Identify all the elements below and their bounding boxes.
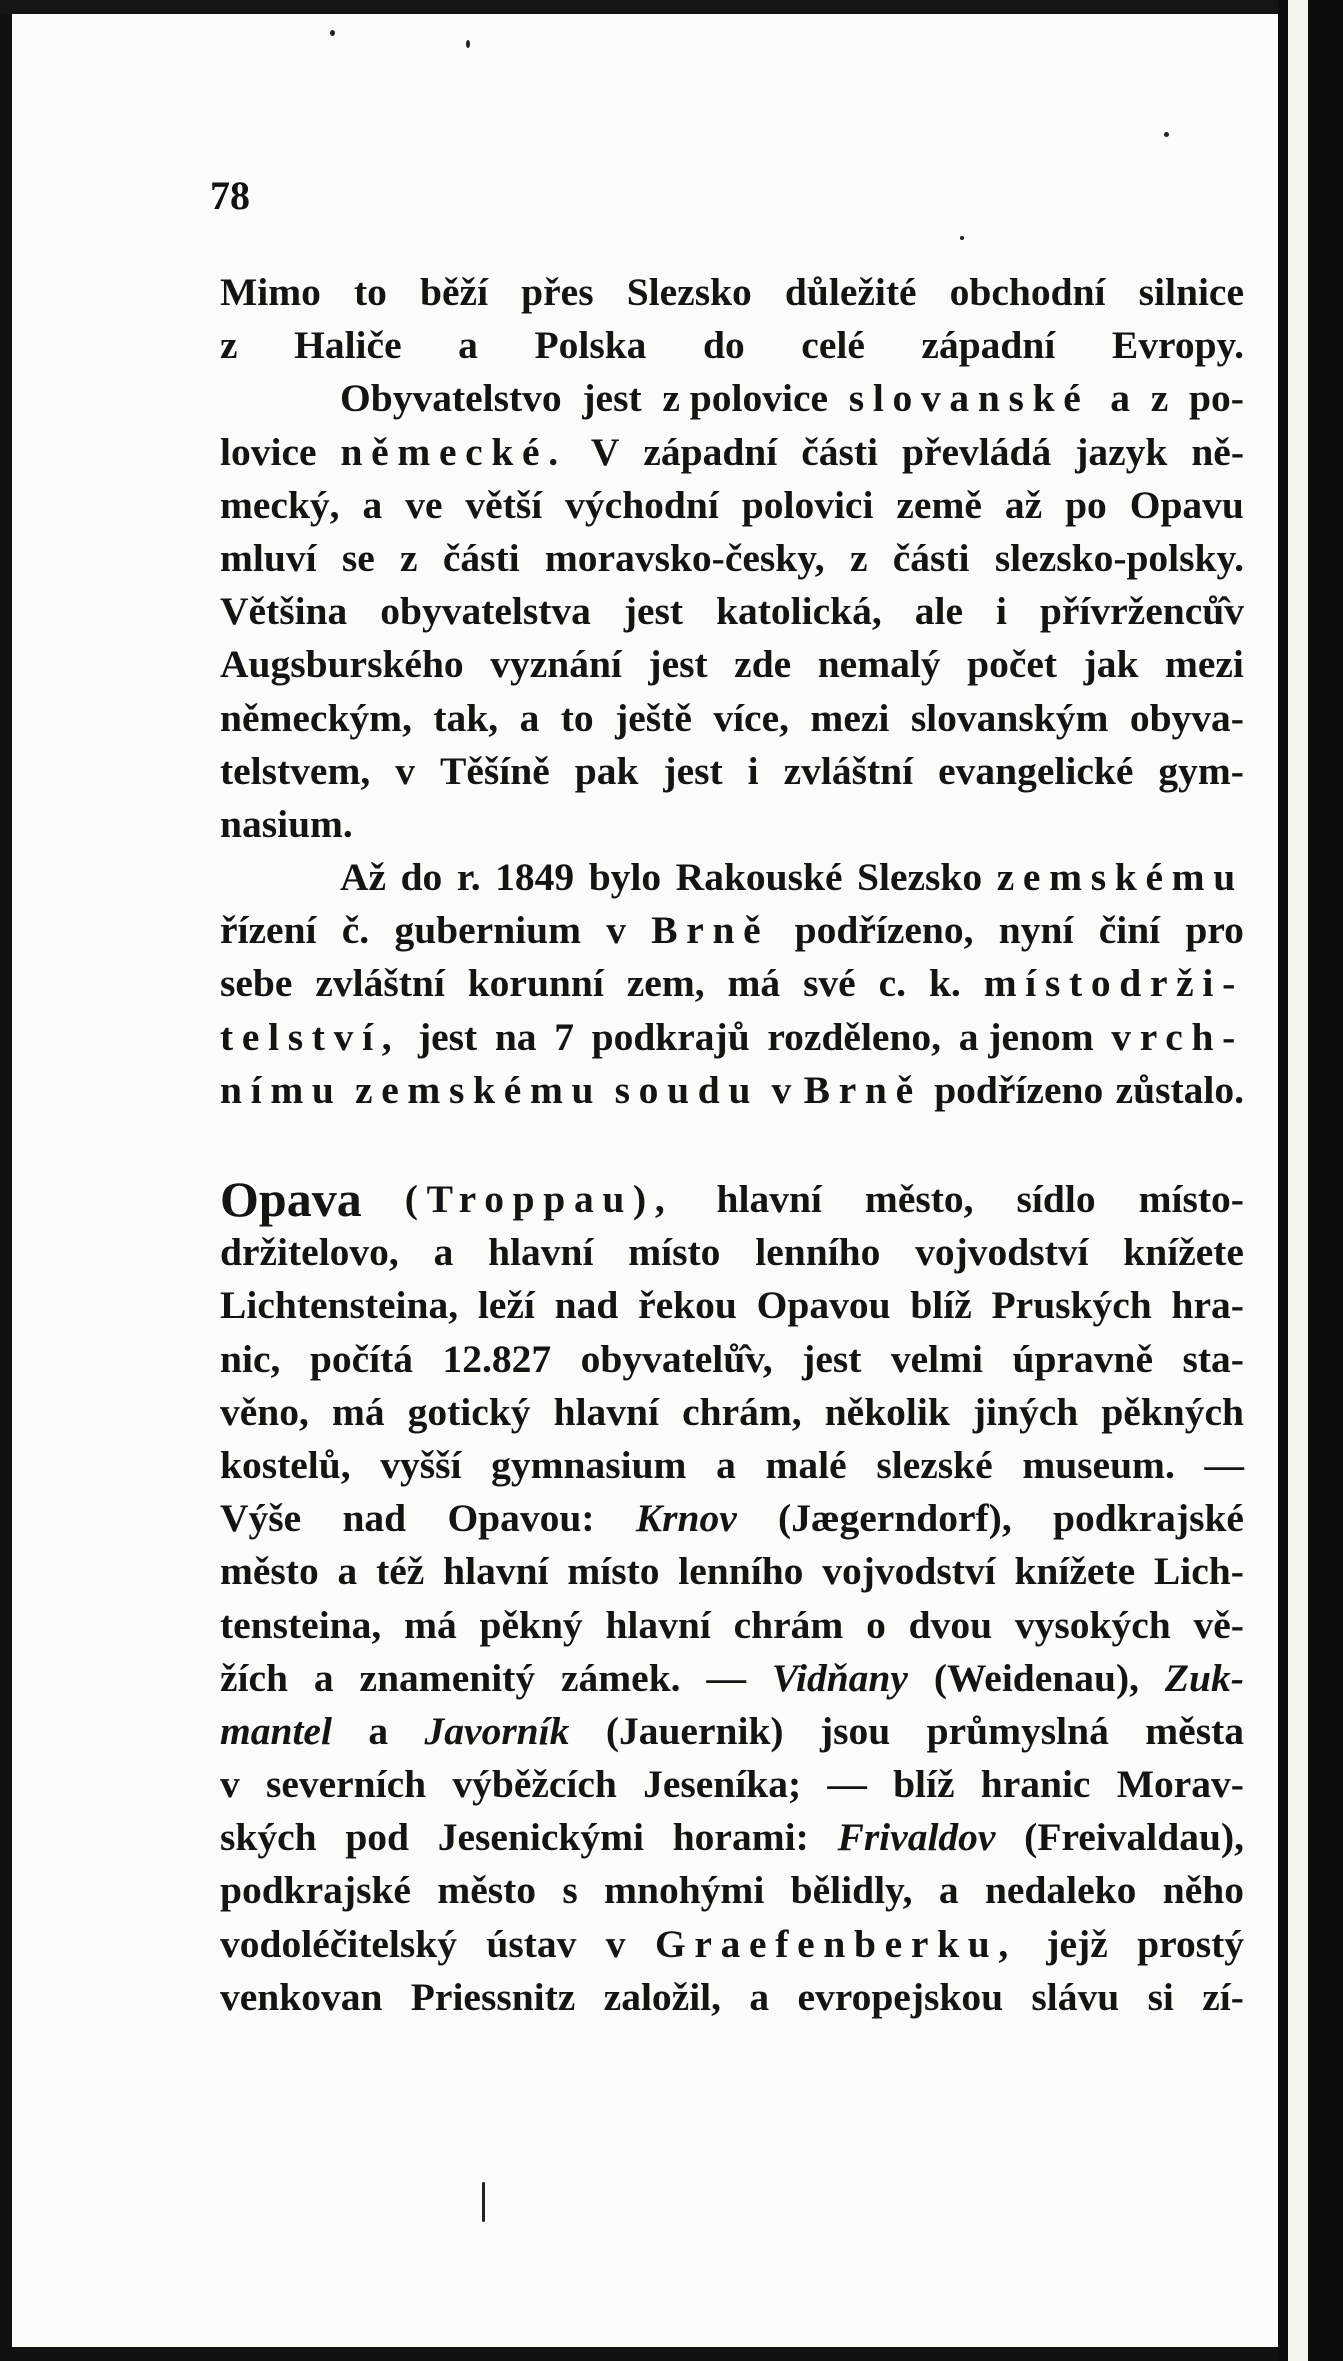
word: místo: [567, 1549, 660, 1594]
word: (Troppau),: [404, 1177, 674, 1221]
word: nedaleko: [984, 1868, 1137, 1913]
word: Morav-: [1116, 1762, 1244, 1807]
word: Jesenickými: [437, 1815, 644, 1860]
word: Lich-: [1153, 1549, 1244, 1594]
word: pak: [574, 748, 639, 793]
text-line: [220, 1864, 1244, 1917]
word: přes: [521, 270, 594, 314]
word: Až: [340, 855, 387, 900]
word: 12.827: [442, 1336, 552, 1381]
word: z polovice: [662, 376, 829, 421]
word: rozděleno,: [767, 1014, 942, 1059]
word: hlavní: [716, 1177, 822, 1221]
word: —: [1204, 1442, 1244, 1487]
word: až: [1004, 482, 1043, 527]
word: podkrajské: [1052, 1496, 1244, 1541]
word: části: [801, 429, 879, 474]
scan-speck: [960, 236, 964, 240]
word: Jeseníka;: [643, 1762, 802, 1807]
word: jak: [1083, 642, 1139, 687]
word: zvláštní: [315, 961, 445, 1006]
word: východní: [565, 482, 719, 527]
book-page: [12, 14, 1278, 2347]
word: město: [437, 1868, 537, 1913]
text-line: [220, 585, 1244, 638]
word: r.: [456, 855, 481, 900]
text-line: [220, 1705, 1244, 1758]
word: pro: [1185, 908, 1244, 953]
word: pod: [345, 1815, 409, 1860]
word: a: [458, 323, 478, 368]
word: v: [395, 748, 415, 793]
text-line: [220, 1652, 1244, 1705]
word: západní: [643, 429, 778, 474]
word: Výše: [220, 1496, 302, 1541]
word: úpravně: [1012, 1336, 1153, 1381]
word: Slezsko: [626, 270, 752, 314]
scan-speck: [466, 40, 470, 48]
word: mecký,: [220, 482, 340, 527]
text-line: [220, 532, 1244, 585]
word: slovanské: [848, 376, 1090, 421]
text-line: [220, 1333, 1244, 1386]
word: do: [400, 855, 443, 900]
word: obyvatelů̂v,: [580, 1336, 773, 1381]
word: jest: [623, 589, 684, 634]
word: Opavou:: [447, 1496, 595, 1541]
word: německým,: [220, 695, 412, 740]
word: lovice: [220, 429, 317, 474]
word: venkovan: [220, 1974, 383, 2019]
word: má: [404, 1602, 457, 1647]
text-line: [220, 1971, 1244, 2024]
word: museum.: [1022, 1442, 1175, 1487]
word: katolická,: [716, 589, 882, 634]
text-line: [220, 1599, 1244, 1652]
word: obyva-: [1129, 695, 1244, 740]
word: Opava: [220, 1171, 362, 1227]
word: v: [605, 1921, 626, 1966]
word: a jenom: [958, 1014, 1094, 1059]
word: si: [1147, 1974, 1174, 2019]
word: hlavní: [443, 1549, 549, 1594]
word: po-: [1189, 376, 1244, 421]
word: více,: [713, 695, 789, 740]
word: části: [442, 535, 520, 580]
word: sídlo: [1016, 1177, 1096, 1221]
word: gymnasium: [491, 1442, 687, 1487]
text-line: [220, 904, 1244, 957]
word: zámek.: [560, 1655, 681, 1700]
word: vyznání: [490, 642, 622, 687]
word: Polska: [534, 323, 647, 368]
word: slezsko-polsky.: [994, 535, 1244, 580]
word: (Weidenau),: [933, 1655, 1140, 1700]
word: a: [337, 1549, 358, 1594]
word: V: [590, 429, 620, 474]
word: výběžcích: [452, 1762, 617, 1807]
word: jest: [648, 642, 708, 687]
word: zemskému: [996, 855, 1244, 900]
word: podřízeno,: [794, 908, 974, 953]
text-line: [220, 1758, 1244, 1811]
word: Těšíně: [440, 748, 550, 793]
word: celé: [801, 323, 865, 368]
word: vodoléčitelský: [220, 1921, 457, 1966]
word: a: [433, 1230, 454, 1275]
word: nyní: [998, 908, 1074, 953]
word: obyvatelstva: [380, 589, 591, 634]
word: nad: [342, 1496, 407, 1541]
word: též: [376, 1549, 425, 1594]
word: počet: [967, 642, 1058, 687]
word: nímu: [220, 1067, 343, 1112]
word: nemalý: [817, 642, 941, 687]
text-line: [220, 1226, 1244, 1279]
text-line: [220, 1811, 1244, 1864]
word: o: [866, 1602, 886, 1647]
word: Opavou: [756, 1283, 891, 1328]
word: mantel: [220, 1708, 332, 1753]
word: ještě: [615, 695, 692, 740]
word: země: [896, 482, 982, 527]
word: a: [1110, 376, 1130, 421]
word: vojvodství: [915, 1230, 1089, 1275]
text-line: [220, 1064, 1244, 1117]
word: Obyvatelstvo: [340, 376, 562, 421]
word: vysokých: [1014, 1602, 1171, 1647]
word: počítá: [309, 1336, 413, 1381]
word: jsou: [819, 1708, 891, 1753]
word: sebe: [220, 961, 293, 1006]
word: Evropy.: [1111, 323, 1244, 368]
word: nasium.: [220, 801, 353, 846]
word: Zuk-: [1164, 1655, 1244, 1700]
word: polovici: [741, 482, 874, 527]
word: knížete: [1123, 1230, 1244, 1275]
word: ústav: [486, 1921, 577, 1966]
word: z: [220, 323, 238, 368]
word: Frivaldov: [837, 1815, 996, 1860]
word: Krnov: [635, 1496, 737, 1541]
text-line: [220, 1279, 1244, 1332]
word: v: [220, 1762, 240, 1807]
word: obchodní: [949, 270, 1106, 314]
word: z: [849, 535, 868, 580]
word: gotický: [407, 1389, 531, 1434]
word: místo-: [1138, 1177, 1244, 1221]
word: v: [771, 1067, 792, 1112]
word: c.: [878, 961, 907, 1006]
word: blíž: [910, 1283, 972, 1328]
word: gym-: [1158, 748, 1244, 793]
word: tak,: [433, 695, 499, 740]
word: horami:: [672, 1815, 809, 1860]
word: (Jægerndorf),: [778, 1496, 1012, 1541]
word: a: [362, 482, 383, 527]
word: žích: [220, 1655, 289, 1700]
word: slezské: [876, 1442, 993, 1487]
word: důležité: [784, 270, 917, 314]
word: zůstalo.: [1115, 1067, 1244, 1112]
word: jest: [802, 1336, 862, 1381]
text-line: [220, 798, 1244, 851]
word: založil,: [603, 1974, 722, 2019]
word: německé.: [340, 429, 567, 474]
word: řekou: [638, 1283, 737, 1328]
word: zí-: [1202, 1974, 1244, 2019]
word: znamenitý: [359, 1655, 536, 1700]
word: činí: [1098, 908, 1161, 953]
word: podřízeno: [934, 1067, 1104, 1112]
word: Pruských: [991, 1283, 1152, 1328]
word: i: [747, 748, 759, 793]
word: zde: [734, 642, 792, 687]
word: vyšší: [380, 1442, 462, 1487]
word: Lichtensteina,: [220, 1283, 459, 1328]
word: město,: [864, 1177, 974, 1221]
word: vojvodství: [822, 1549, 996, 1594]
word: hlavní: [605, 1602, 711, 1647]
text-line: [220, 1492, 1244, 1545]
word: gubernium: [394, 908, 582, 953]
word: soudu: [614, 1067, 760, 1112]
word: Vidňany: [771, 1655, 908, 1700]
word: v: [606, 908, 627, 953]
word: jazyk: [1075, 429, 1168, 474]
word: hranic: [980, 1762, 1091, 1807]
word: hlavní: [553, 1389, 659, 1434]
word: a: [368, 1708, 389, 1753]
scan-speck: [330, 30, 335, 36]
word: a: [716, 1442, 736, 1487]
word: knížete: [1014, 1549, 1136, 1594]
word: a: [938, 1868, 959, 1913]
text-line: [220, 638, 1244, 691]
word: zem,: [626, 961, 705, 1006]
word: města: [1145, 1708, 1244, 1753]
word: sta-: [1182, 1336, 1244, 1381]
word: jest: [417, 1014, 478, 1059]
word: řízení: [220, 908, 317, 953]
word: se: [341, 535, 375, 580]
word: a: [519, 695, 540, 740]
text-line: [220, 1545, 1244, 1598]
word: západní: [921, 323, 1056, 368]
word: místodrži-: [983, 961, 1244, 1006]
word: mnohými: [604, 1868, 765, 1913]
word: podkrajů: [591, 1014, 750, 1059]
word: to: [560, 695, 594, 740]
word: 1849: [495, 855, 575, 900]
word: jiných: [972, 1389, 1079, 1434]
text-line: [220, 1386, 1244, 1439]
word: části: [892, 535, 970, 580]
word: zvláštní: [783, 748, 914, 793]
word: silnice: [1138, 270, 1244, 314]
word: prostý: [1137, 1921, 1244, 1966]
scan-speck: [482, 2182, 485, 2222]
word: č.: [341, 908, 370, 953]
word: severních: [265, 1762, 427, 1807]
word: Rakouské: [675, 855, 843, 900]
word: nad: [554, 1283, 619, 1328]
word: (Freivaldau),: [1024, 1815, 1244, 1860]
word: na: [494, 1014, 537, 1059]
word: s: [562, 1868, 578, 1913]
word: vrch-: [1111, 1014, 1244, 1059]
word: má: [331, 1389, 385, 1434]
word: bylo: [588, 855, 662, 900]
text-line: [220, 957, 1244, 1010]
word: Haliče: [294, 323, 402, 368]
word: kostelů,: [220, 1442, 351, 1487]
word: hra-: [1171, 1283, 1244, 1328]
word: a: [313, 1655, 334, 1700]
word: evropejskou: [797, 1974, 1004, 2019]
word: pěkných: [1101, 1389, 1244, 1434]
word: hlavní: [488, 1230, 594, 1275]
word: ských: [220, 1815, 317, 1860]
word: korunní: [467, 961, 604, 1006]
word: Augsburského: [220, 642, 464, 687]
word: má: [727, 961, 781, 1006]
word: převládá: [901, 429, 1052, 474]
text-line: [220, 851, 1244, 904]
word: podkrajské: [220, 1868, 411, 1913]
word: několik: [824, 1389, 950, 1434]
text-line: [220, 266, 1244, 319]
word: k.: [928, 961, 961, 1006]
word: slávu: [1031, 1974, 1120, 2019]
word: Opavu: [1129, 482, 1244, 527]
word: do: [703, 323, 745, 368]
word: dvou: [908, 1602, 993, 1647]
word: z: [400, 535, 418, 580]
word: malé: [765, 1442, 847, 1487]
word: město: [220, 1549, 319, 1594]
word: lenního: [678, 1549, 804, 1594]
word: a: [749, 1974, 770, 2019]
word: 7: [554, 1014, 574, 1059]
word: telství,: [220, 1014, 401, 1059]
word: telstvem,: [220, 748, 371, 793]
word: ně-: [1191, 429, 1244, 474]
text-line: [220, 479, 1244, 532]
scan-right-border: [1278, 0, 1343, 2361]
word: průmyslná: [926, 1708, 1109, 1753]
word: Priessnitz: [410, 1974, 576, 2019]
word: Mimo: [220, 270, 321, 314]
word: pěkný: [479, 1602, 583, 1647]
word: Javorník: [424, 1708, 570, 1753]
text-line: [220, 426, 1244, 479]
word: chrám,: [682, 1389, 802, 1434]
word: blíž: [893, 1762, 955, 1807]
next-page-edge: [1288, 0, 1308, 2361]
scan-speck: [1164, 132, 1169, 137]
word: leží: [477, 1283, 535, 1328]
word: —: [706, 1655, 746, 1700]
text-line: [220, 1918, 1244, 1971]
body-text: [220, 266, 1244, 2024]
word: Brně: [651, 908, 770, 953]
scan-top-edge: [0, 0, 1278, 14]
word: mezi: [1164, 642, 1244, 687]
word: chrám: [733, 1602, 844, 1647]
word: nic,: [220, 1336, 281, 1381]
text-line: [220, 319, 1244, 372]
word: mluví: [220, 535, 317, 580]
word: ale: [914, 589, 963, 634]
word: místo: [628, 1230, 721, 1275]
text-line: [220, 1011, 1244, 1064]
word: své: [803, 961, 856, 1006]
text-line: [220, 1439, 1244, 1492]
page-number: 78: [210, 173, 250, 218]
word: tensteina,: [220, 1602, 382, 1647]
word: ve: [405, 482, 443, 527]
word: věno,: [220, 1389, 309, 1434]
word: vě-: [1193, 1602, 1244, 1647]
word: jejž: [1046, 1921, 1108, 1966]
word: (Jauernik): [605, 1708, 784, 1753]
word: přívrženců̂v: [1039, 589, 1244, 634]
word: jest: [663, 748, 723, 793]
word: větší: [465, 482, 543, 527]
word: z: [1150, 376, 1169, 421]
word: běží: [420, 270, 489, 314]
text-line: [220, 692, 1244, 745]
word: i: [995, 589, 1007, 634]
text-line: [220, 1173, 1244, 1226]
word: Brně: [803, 1067, 922, 1112]
text-line: [220, 745, 1244, 798]
word: Většina: [220, 589, 348, 634]
word: jest: [582, 376, 642, 421]
word: něho: [1162, 1868, 1244, 1913]
section-gap: [220, 1117, 1244, 1173]
word: Slezsko: [857, 855, 983, 900]
word: zemskému: [354, 1067, 603, 1112]
word: držitelovo,: [220, 1230, 399, 1275]
word: evangelické: [938, 748, 1134, 793]
word: moravsko-česky,: [544, 535, 825, 580]
word: —: [827, 1762, 867, 1807]
word: Graefenberku,: [654, 1921, 1017, 1966]
text-line: [220, 372, 1244, 425]
word: mezi: [810, 695, 890, 740]
word: to: [354, 270, 387, 314]
word: po: [1065, 482, 1107, 527]
word: slovanským: [910, 695, 1109, 740]
word: velmi: [890, 1336, 984, 1381]
word: bělidly,: [790, 1868, 913, 1913]
word: lenního: [755, 1230, 881, 1275]
